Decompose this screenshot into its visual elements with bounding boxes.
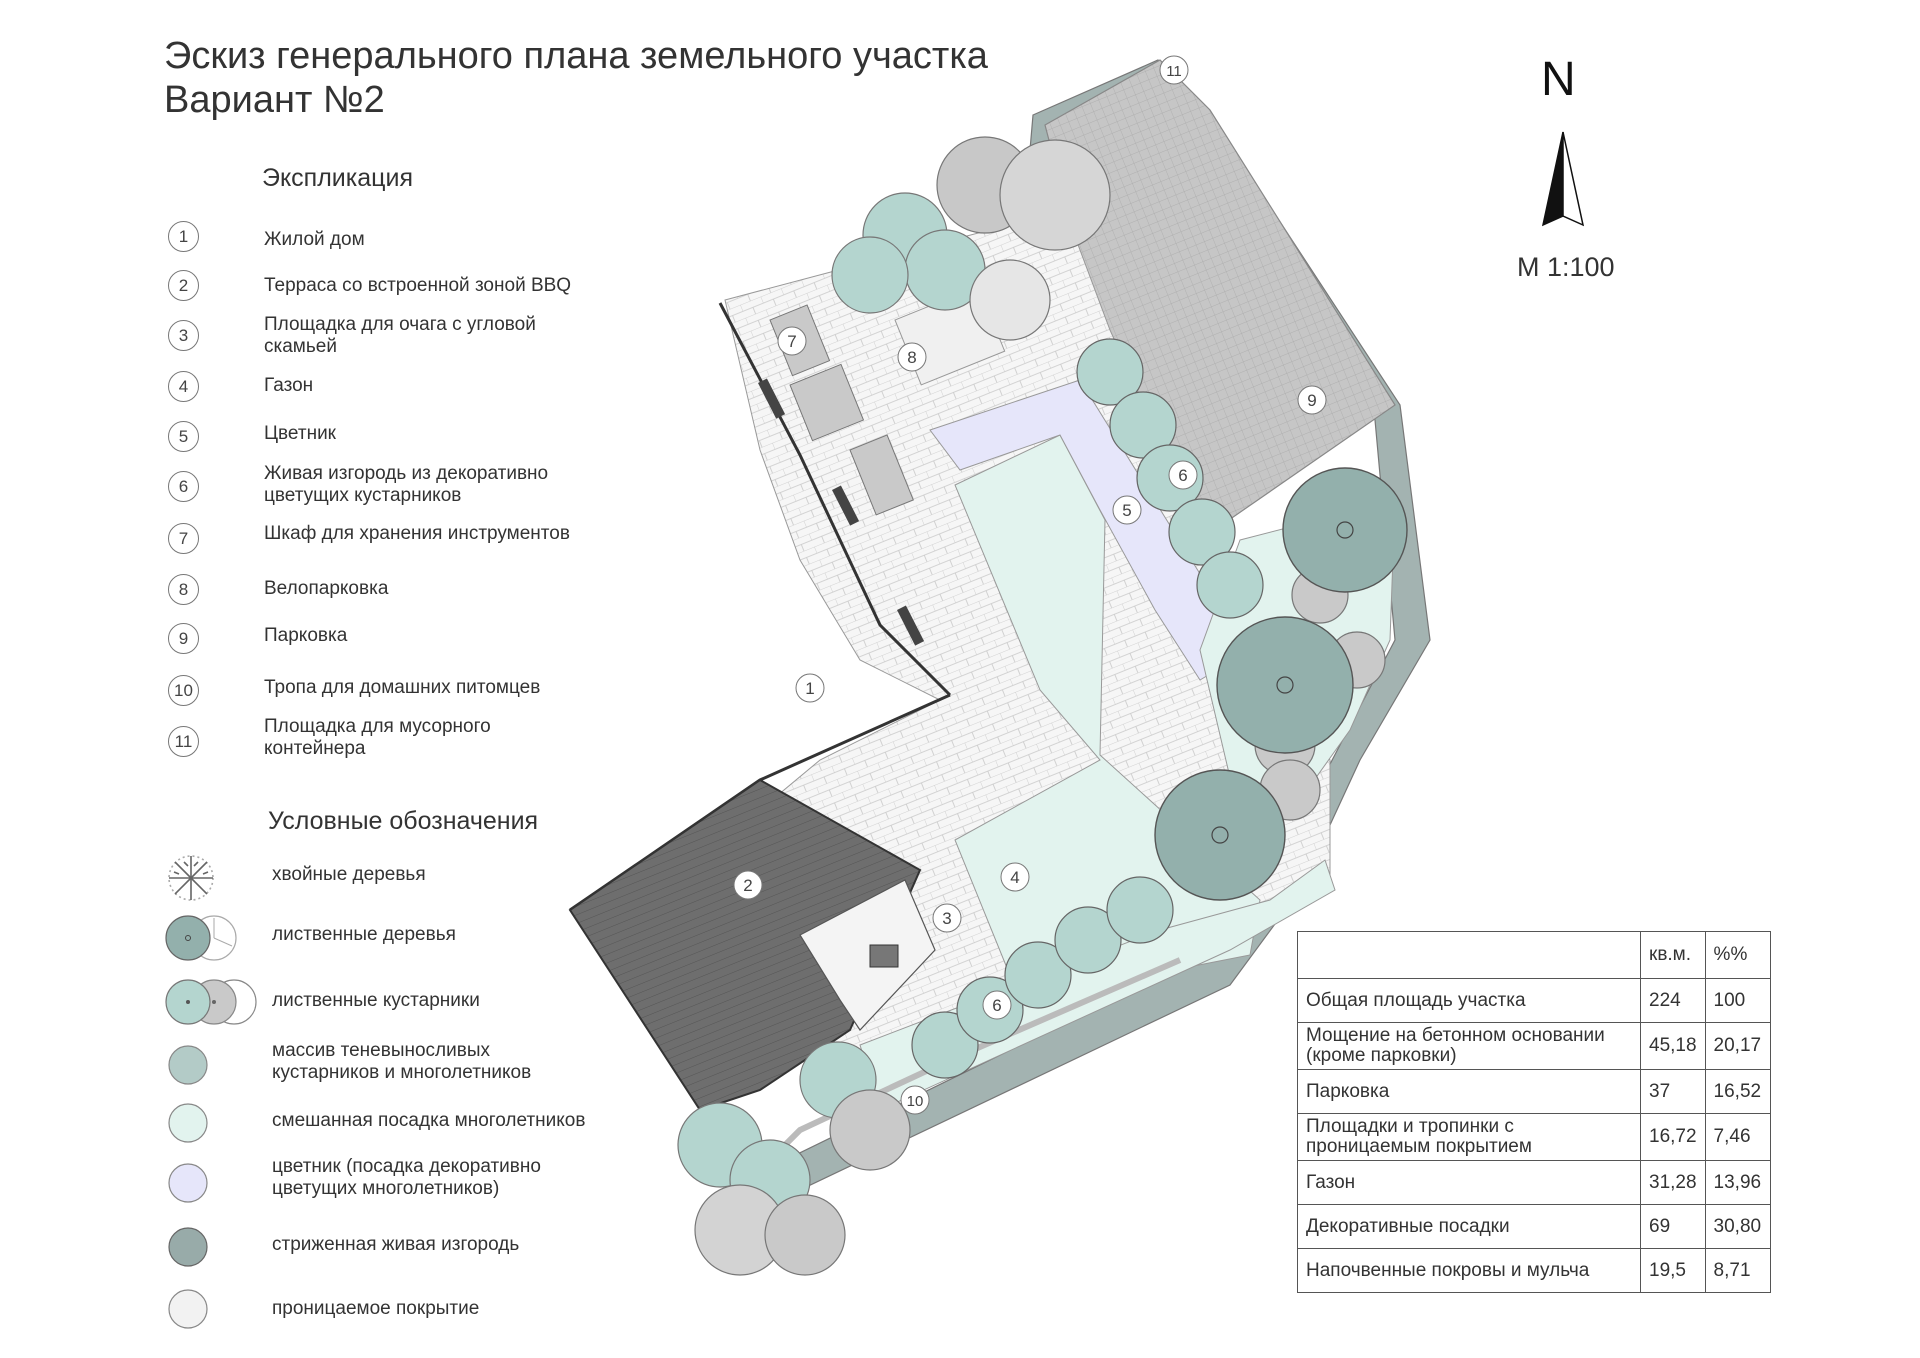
- explication-text: Велопарковка: [264, 578, 389, 599]
- plan-marker-1-label: 1: [805, 679, 815, 698]
- table-header-cell: %%: [1705, 932, 1770, 979]
- explication-number: 6: [168, 471, 199, 502]
- plan-marker-2-label: 2: [743, 876, 753, 895]
- plan-marker-4-label: 4: [1010, 868, 1020, 887]
- row-sqm: 224: [1641, 979, 1706, 1023]
- row-name: Парковка: [1298, 1070, 1641, 1114]
- title-line-1: Эскиз генерального плана земельного участка: [164, 35, 988, 77]
- explication-text: Жилой дом: [264, 229, 365, 250]
- row-pct: 13,96: [1705, 1161, 1770, 1205]
- plan-marker-6b: [983, 991, 1011, 1019]
- scale-label: М 1:100: [1517, 252, 1615, 282]
- plan-marker-11: [1160, 56, 1188, 84]
- plan-marker-7: [778, 327, 806, 355]
- explication-text: Живая изгородь из декоративно цветущих кустарников: [264, 463, 549, 506]
- row-pct: 20,17: [1705, 1023, 1770, 1070]
- plan-marker-10-label: 10: [906, 1093, 924, 1110]
- plan-marker-8: [898, 343, 926, 371]
- row-name: Напочвенные покровы и мульча: [1298, 1249, 1641, 1293]
- plan-marker-7-label: 7: [787, 332, 797, 351]
- symbols-heading: Условные обозначения: [268, 807, 539, 835]
- plan-marker-1: [796, 674, 824, 702]
- plan-marker-2: [734, 871, 762, 899]
- row-name: Площадки и тропинки с проницаемым покрытием: [1298, 1114, 1641, 1161]
- table-row: [1298, 1070, 1771, 1114]
- row-name: Общая площадь участка: [1298, 979, 1641, 1023]
- symbol-text: лиственные кустарники: [272, 990, 480, 1011]
- row-name: Мощение на бетонном основании (кроме парковки): [1298, 1023, 1641, 1070]
- explication-number: 11: [168, 726, 199, 757]
- symbol-text: хвойные деревья: [272, 864, 426, 885]
- table-row: [1298, 1161, 1771, 1205]
- row-name: Декоративные посадки: [1298, 1205, 1641, 1249]
- table-row: [1298, 1205, 1771, 1249]
- row-pct: 30,80: [1705, 1205, 1770, 1249]
- area-table: [1297, 931, 1771, 1293]
- explication-number: 2: [168, 270, 199, 301]
- table-header-cell: кв.м.: [1641, 932, 1706, 979]
- row-sqm: 16,72: [1641, 1114, 1706, 1161]
- explication-text: Терраса со встроенной зоной BBQ: [264, 275, 572, 296]
- row-sqm: 31,28: [1641, 1161, 1706, 1205]
- table-header-row: [1298, 932, 1771, 979]
- symbol-text: массив теневыносливых кустарников и многолетников: [272, 1040, 532, 1083]
- plan-marker-6a-label: 6: [1178, 466, 1188, 485]
- table-header-cell: [1298, 932, 1641, 979]
- explication-number: 5: [168, 421, 199, 452]
- row-sqm: 19,5: [1641, 1249, 1706, 1293]
- plan-marker-6a: [1169, 461, 1197, 489]
- table-row: [1298, 1023, 1771, 1070]
- plan-marker-5-label: 5: [1122, 501, 1132, 520]
- table-row: [1298, 1249, 1771, 1293]
- explication-text: Площадка для очага с угловой скамьей: [264, 314, 536, 357]
- explication-text: Цветник: [264, 423, 336, 444]
- explication-text: Шкаф для хранения инструментов: [264, 523, 570, 544]
- explication-heading: Экспликация: [262, 164, 413, 192]
- symbol-text: смешанная посадка многолетников: [272, 1110, 586, 1131]
- row-name: Газон: [1298, 1161, 1641, 1205]
- explication-text: Площадка для мусорного контейнера: [264, 716, 491, 759]
- explication-text: Газон: [264, 375, 314, 396]
- plan-marker-6b-label: 6: [992, 996, 1002, 1015]
- explication-number: 10: [168, 675, 199, 706]
- symbol-text: цветник (посадка декоративно цветущих многолетников): [272, 1156, 541, 1199]
- row-pct: 16,52: [1705, 1070, 1770, 1114]
- plan-marker-9-label: 9: [1307, 391, 1317, 410]
- plan-marker-8-label: 8: [907, 348, 917, 367]
- explication-number: 4: [168, 371, 199, 402]
- symbol-text: стриженная живая изгородь: [272, 1234, 520, 1255]
- fire-pit: [870, 945, 898, 967]
- plan-marker-4: [1001, 863, 1029, 891]
- plan-marker-10: [901, 1086, 929, 1114]
- plan-marker-3-label: 3: [942, 909, 952, 928]
- explication-number: 9: [168, 623, 199, 654]
- explication-number: 3: [168, 320, 199, 351]
- row-sqm: 37: [1641, 1070, 1706, 1114]
- table-row: [1298, 1114, 1771, 1161]
- plan-marker-9: [1298, 386, 1326, 414]
- plan-marker-5: [1113, 496, 1141, 524]
- row-pct: 100: [1705, 979, 1770, 1023]
- row-sqm: 45,18: [1641, 1023, 1706, 1070]
- symbol-text: лиственные деревья: [272, 924, 456, 945]
- explication-text: Тропа для домашних питомцев: [264, 677, 541, 698]
- row-pct: 7,46: [1705, 1114, 1770, 1161]
- north-label: N: [1541, 53, 1576, 106]
- explication-text: Парковка: [264, 625, 348, 646]
- title-line-2: Вариант №2: [164, 79, 385, 121]
- explication-number: 8: [168, 574, 199, 605]
- row-pct: 8,71: [1705, 1249, 1770, 1293]
- table-row: [1298, 979, 1771, 1023]
- row-sqm: 69: [1641, 1205, 1706, 1249]
- symbol-text: проницаемое покрытие: [272, 1298, 480, 1319]
- explication-number: 1: [168, 221, 199, 252]
- explication-number: 7: [168, 523, 199, 554]
- plan-marker-11-label: 11: [1166, 63, 1182, 80]
- plan-marker-3: [933, 904, 961, 932]
